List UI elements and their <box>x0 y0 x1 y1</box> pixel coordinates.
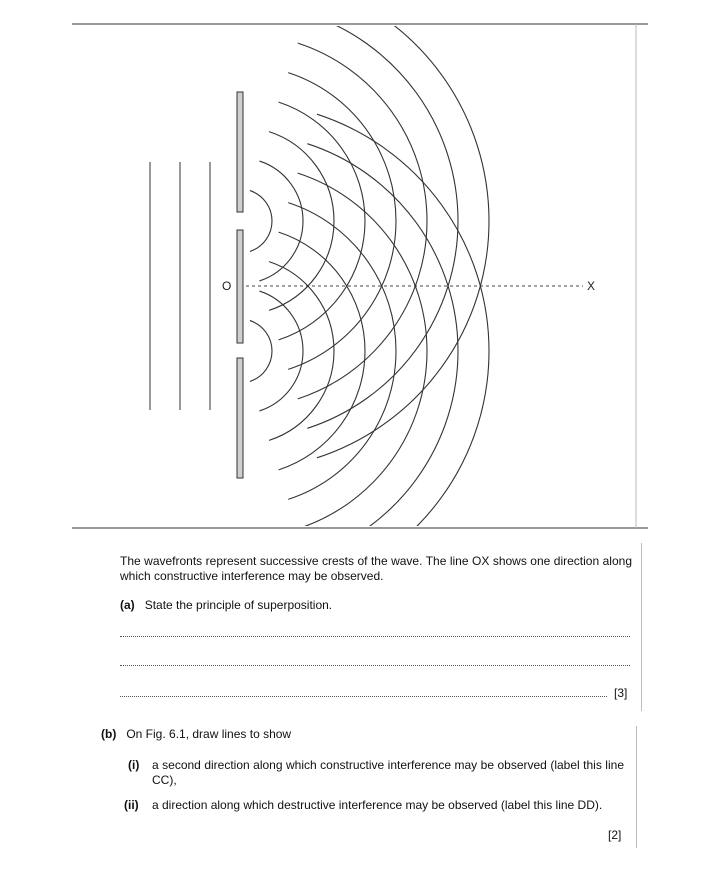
wavefront-arc-bottom-8 <box>317 114 489 540</box>
wavefront-arc-top-5 <box>288 73 396 370</box>
wavefront-arc-bottom-5 <box>288 203 396 500</box>
wavefront-arc-bottom-3 <box>269 262 334 441</box>
part-b-marks: [2] <box>608 828 622 842</box>
part-b-text: On Fig. 6.1, draw lines to show <box>126 727 292 741</box>
wavefront-arc-bottom-6 <box>298 173 427 529</box>
wavefront-arc-bottom-2 <box>259 291 303 411</box>
part-a-label: (a) <box>120 598 135 612</box>
part-b-i-label: (i) <box>128 758 140 772</box>
intro-paragraph: The wavefronts represent successive crests of the wave. The line OX shows one direction along which constructive interference may be observed. <box>120 554 632 583</box>
part-a-question <box>120 598 620 613</box>
part-a-marks: [3] <box>614 686 628 700</box>
wavefronts-slit-top <box>250 0 489 458</box>
part-a-text: State the principle of superposition. <box>144 598 333 612</box>
answer-line-3[interactable] <box>120 696 607 697</box>
part-b-label: (b) <box>101 727 117 741</box>
part-b-i-text: a second direction along which constructive interference may be observed (label this line CC), <box>152 758 624 787</box>
point-x-label: X <box>587 279 596 293</box>
barrier-middle <box>237 230 243 343</box>
wavefront-arc-bottom-1 <box>250 321 272 382</box>
part-b-ii-text: a direction along which destructive interference may be observed (label this line DD). <box>152 798 603 812</box>
wavefront-arc-top-6 <box>298 43 427 399</box>
wavefront-arc-top-8 <box>317 0 489 458</box>
answer-line-2[interactable] <box>120 665 630 666</box>
wavefront-arc-top-1 <box>250 191 272 252</box>
wavefront-arc-top-2 <box>259 161 303 281</box>
answer-line-1[interactable] <box>120 636 630 637</box>
barrier-bottom <box>237 358 243 478</box>
barrier-top <box>237 92 243 212</box>
margin-rule-b <box>636 726 637 848</box>
point-o-label: O <box>222 279 232 293</box>
margin-rule-a <box>641 543 642 711</box>
wavefront-arc-top-7 <box>307 14 458 429</box>
part-b-question <box>101 727 601 742</box>
wavefront-arc-top-3 <box>269 132 334 311</box>
part-b-ii-label: (ii) <box>124 798 139 812</box>
